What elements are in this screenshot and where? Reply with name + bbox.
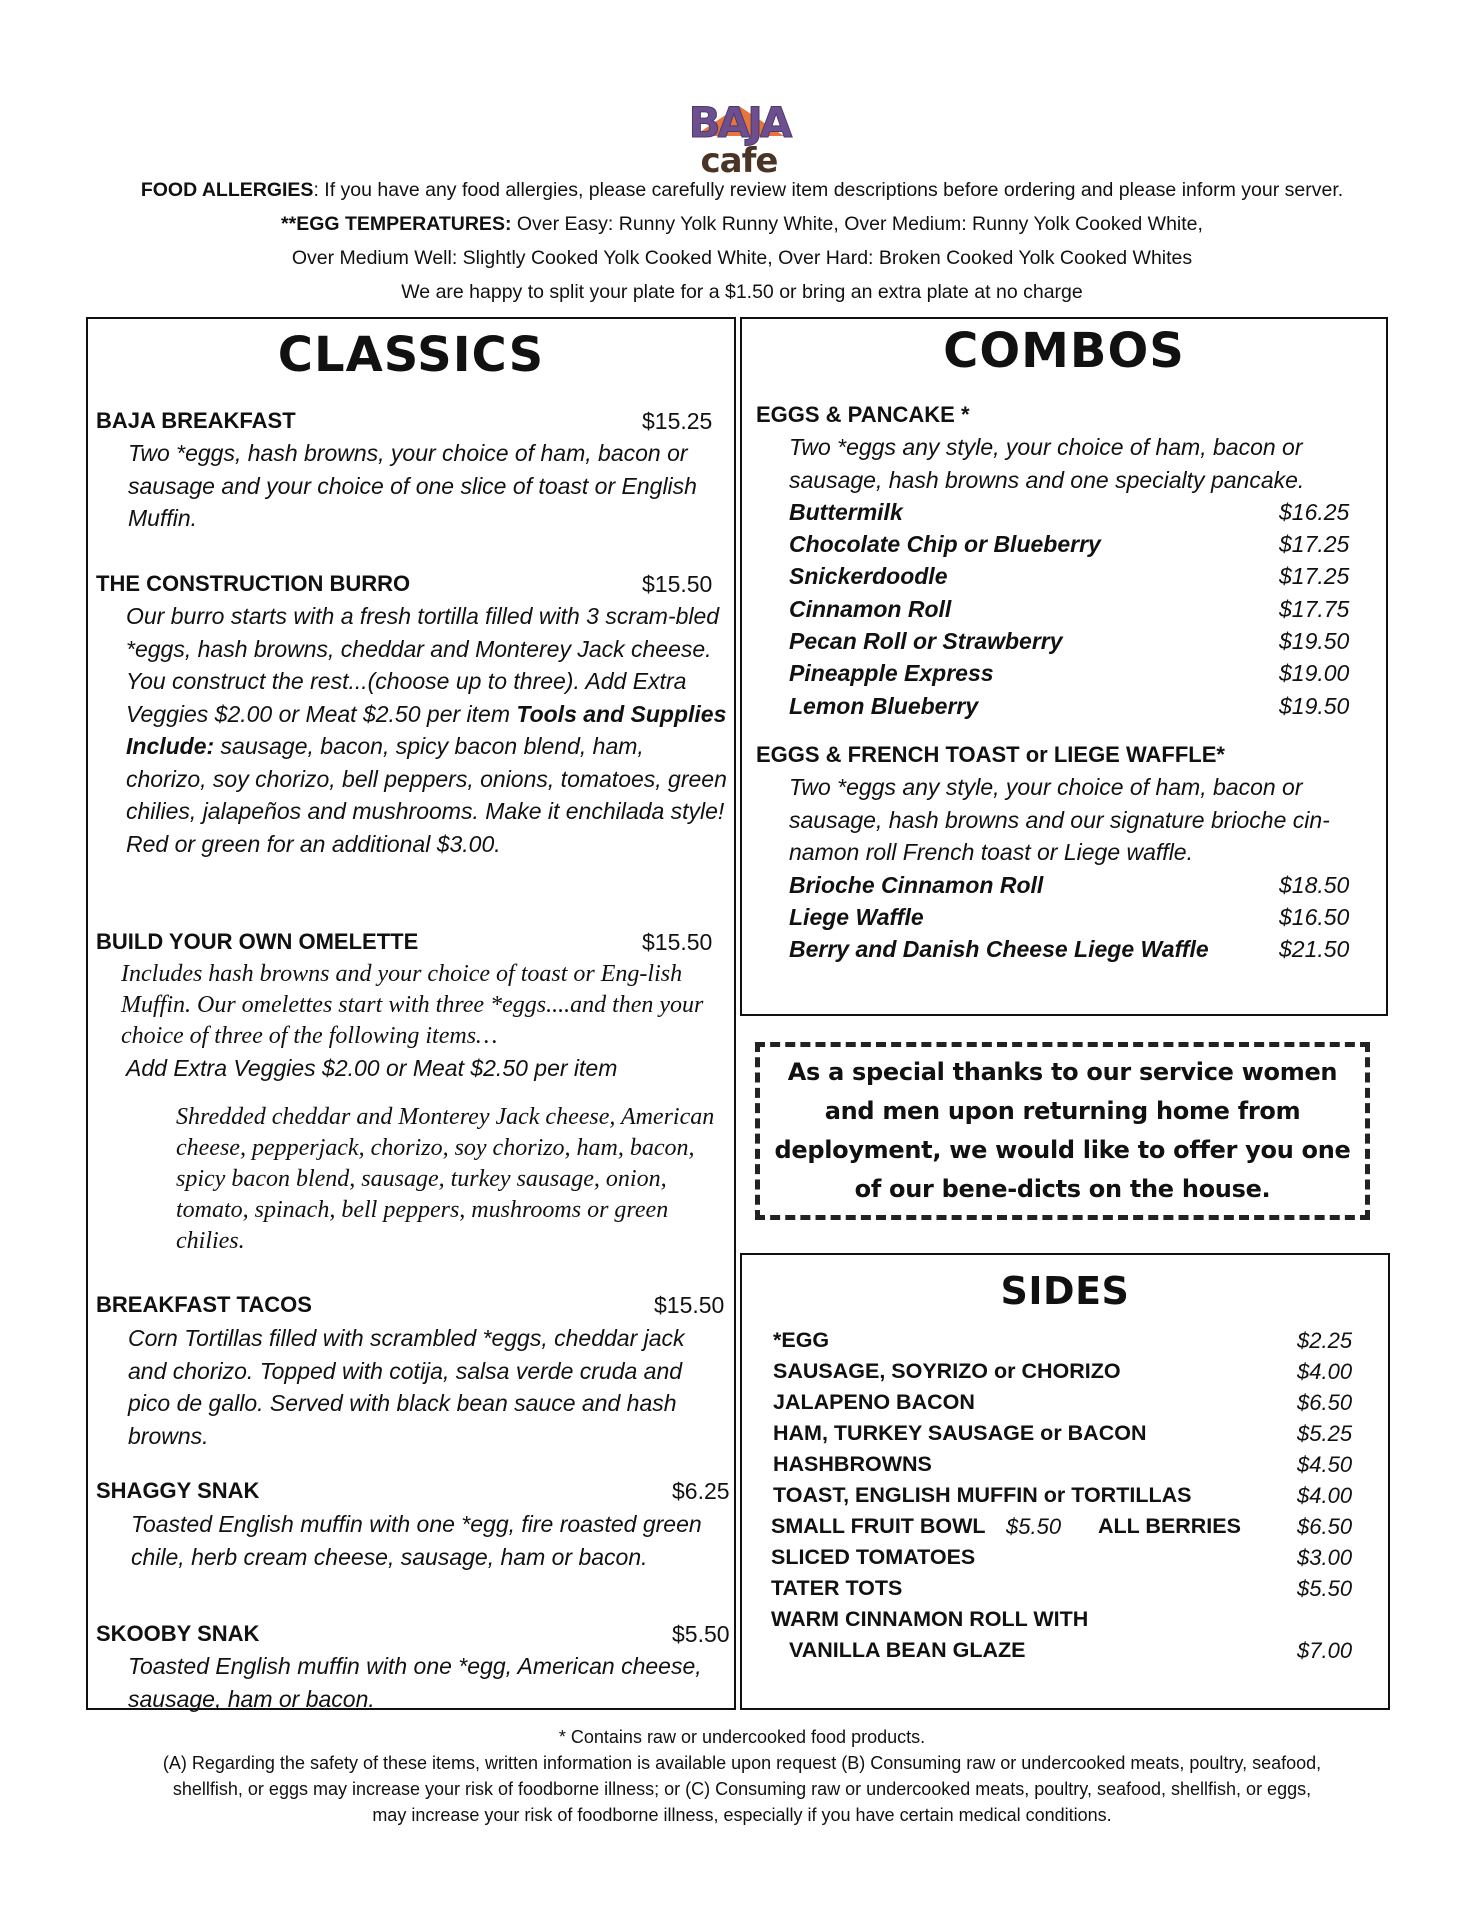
combo-name-eggs-pancake: EGGS & PANCAKE * bbox=[756, 402, 970, 427]
side-item-name: TATER TOTS bbox=[771, 1576, 903, 1600]
side-item-name: SAUSAGE, SOYRIZO or CHORIZO bbox=[773, 1359, 1121, 1383]
french-toast-option: Brioche Cinnamon Roll bbox=[789, 872, 1044, 898]
combo-name-eggs-french-toast: EGGS & FRENCH TOAST or LIEGE WAFFLE* bbox=[756, 742, 1225, 767]
item-name-build-omelette: BUILD YOUR OWN OMELETTE bbox=[96, 929, 419, 954]
service-members-promo bbox=[755, 1042, 1370, 1220]
logo-word-bottom: cafe bbox=[700, 141, 778, 178]
side-item-price: $5.50 bbox=[1297, 1576, 1353, 1601]
item-name-baja-breakfast: BAJA BREAKFAST bbox=[96, 408, 296, 433]
pancake-option-price: $19.00 bbox=[1279, 660, 1350, 686]
side-item-price: $4.00 bbox=[1297, 1359, 1353, 1384]
side-item-name: HASHBROWNS bbox=[773, 1452, 932, 1476]
side-item-name-line2: VANILLA BEAN GLAZE bbox=[789, 1638, 1026, 1662]
side-item-price: $6.50 bbox=[1297, 1390, 1353, 1415]
pancake-option: Cinnamon Roll bbox=[789, 596, 952, 622]
item-price-baja-breakfast: $15.25 bbox=[642, 408, 713, 434]
pancake-option: Buttermilk bbox=[789, 499, 903, 525]
pancake-option-price: $19.50 bbox=[1279, 693, 1350, 719]
construction-burro-desc-text: Our burro starts with a fresh tortilla filled with 3 scram-bled *eggs, hash browns, cheddar and Monterey Jack cheese. You construct the rest...(choose up to three). Add Extra Veggies $2.00 or Meat $2.50 per item bbox=[126, 603, 720, 727]
classics-panel bbox=[86, 317, 736, 1710]
french-toast-option-price: $16.50 bbox=[1279, 904, 1350, 930]
side-item-name: SMALL FRUIT BOWL bbox=[771, 1514, 986, 1538]
sides-panel bbox=[740, 1253, 1390, 1710]
french-toast-option-price: $21.50 bbox=[1279, 936, 1350, 962]
item-desc-baja-breakfast: Two *eggs, hash browns, your choice of ham, bacon or sausage and your choice of one slice of toast or English Muffin. bbox=[128, 440, 697, 531]
pancake-option-price: $17.25 bbox=[1279, 531, 1350, 557]
item-desc-shaggy-snak: Toasted English muffin with one *egg, fire roasted green chile, herb cream cheese, sausage, ham or bacon. bbox=[131, 1511, 702, 1570]
combo-desc-eggs-pancake: Two *eggs any style, your choice of ham, bacon or sausage, hash browns and one specialty pancake. bbox=[789, 434, 1305, 493]
disclaimer-line3: may increase your risk of foodborne illness, especially if you have certain medical conditions. bbox=[372, 1805, 1112, 1825]
pancake-option-price: $19.50 bbox=[1279, 628, 1350, 654]
egg-temperatures-note bbox=[0, 212, 1484, 236]
side-item-name: *EGG bbox=[773, 1328, 830, 1352]
item-desc-build-omelette: Includes hash browns and your choice of toast or Eng-lish Muffin. Our omelettes start with three *eggs....and then your choice of three of the following items… bbox=[121, 961, 704, 1049]
egg-temperatures-label: **EGG TEMPERATURES: bbox=[281, 213, 512, 235]
pancake-option-price: $16.25 bbox=[1279, 499, 1350, 525]
pancake-option: Snickerdoodle bbox=[789, 563, 948, 589]
side-item-name: HAM, TURKEY SAUSAGE or BACON bbox=[773, 1421, 1147, 1445]
item-name-shaggy-snak: SHAGGY SNAK bbox=[96, 1478, 260, 1503]
item-name-construction-burro: THE CONSTRUCTION BURRO bbox=[96, 571, 411, 596]
item-price-breakfast-tacos: $15.50 bbox=[654, 1292, 725, 1318]
combos-panel bbox=[740, 317, 1388, 1016]
side-item-price: $5.50 bbox=[1006, 1514, 1062, 1539]
item-name-breakfast-tacos: BREAKFAST TACOS bbox=[96, 1292, 312, 1317]
allergy-label: FOOD ALLERGIES bbox=[140, 179, 314, 201]
pancake-option: Pecan Roll or Strawberry bbox=[789, 628, 1063, 654]
item-price-skooby-snak: $5.50 bbox=[672, 1621, 730, 1647]
side-item-price: $7.00 bbox=[1297, 1638, 1353, 1663]
pancake-option: Chocolate Chip or Blueberry bbox=[789, 531, 1101, 557]
side-item-name: SLICED TOMATOES bbox=[771, 1545, 976, 1569]
french-toast-option: Liege Waffle bbox=[789, 904, 924, 930]
promo-text: As a special thanks to our service women and men upon returning home from deployment, we would like to offer you one of our bene-dicts on the house. bbox=[774, 1058, 1351, 1203]
item-desc-breakfast-tacos: Corn Tortillas filled with scrambled *eggs, cheddar jack and chorizo. Topped with cotija, salsa verde cruda and pico de gallo. Served with black bean sauce and hash browns. bbox=[128, 1325, 685, 1449]
combos-title: COMBOS bbox=[943, 323, 1185, 379]
side-item-price: $4.50 bbox=[1297, 1452, 1353, 1477]
pancake-option-price: $17.25 bbox=[1279, 563, 1350, 589]
egg-temperatures-line2: Over Medium Well: Slightly Cooked Yolk Cooked White, Over Hard: Broken Cooked Yolk Cooked Whites bbox=[291, 247, 1193, 269]
side-item-name: ALL BERRIES bbox=[1098, 1514, 1241, 1538]
egg-temperatures-line1: Over Easy: Runny Yolk Runny White, Over Medium: Runny Yolk Cooked White, bbox=[511, 213, 1203, 235]
side-item-price: $5.25 bbox=[1297, 1421, 1353, 1446]
french-toast-option: Berry and Danish Cheese Liege Waffle bbox=[789, 936, 1209, 962]
baja-cafe-logo bbox=[680, 92, 798, 178]
pancake-option: Lemon Blueberry bbox=[789, 693, 979, 719]
pancake-option-price: $17.75 bbox=[1279, 596, 1350, 622]
classics-title: CLASSICS bbox=[277, 327, 545, 383]
raw-food-note: * Contains raw or undercooked food products. bbox=[558, 1727, 926, 1747]
side-item-price: $2.25 bbox=[1297, 1328, 1353, 1353]
allergy-text: : If you have any food allergies, please carefully review item descriptions before ordering and please inform your server. bbox=[313, 179, 1344, 201]
side-item-price: $3.00 bbox=[1297, 1545, 1353, 1570]
side-item-name: TOAST, ENGLISH MUFFIN or TORTILLAS bbox=[773, 1483, 1192, 1507]
item-desc-skooby-snak: Toasted English muffin with one *egg, American cheese, sausage, ham or bacon. bbox=[128, 1653, 702, 1712]
item-name-skooby-snak: SKOOBY SNAK bbox=[96, 1621, 260, 1646]
split-plate-note: We are happy to split your plate for a $1.50 or bring an extra plate at no charge bbox=[401, 281, 1083, 303]
pancake-option: Pineapple Express bbox=[789, 660, 994, 686]
item-price-construction-burro: $15.50 bbox=[642, 571, 713, 597]
side-item-price: $4.00 bbox=[1297, 1483, 1353, 1508]
omelette-extra-pricing: Add Extra Veggies $2.00 or Meat $2.50 per item bbox=[126, 1055, 618, 1081]
item-price-shaggy-snak: $6.25 bbox=[672, 1478, 730, 1504]
allergy-note bbox=[0, 178, 1484, 202]
side-item-name: JALAPENO BACON bbox=[773, 1390, 975, 1414]
tools-supplies-text: sausage, bacon, spicy bacon blend, ham, chorizo, soy chorizo, bell peppers, onions, tomatoes, green chilies, jalapeños and mushrooms. Make it enchilada style! Red or green for an additional $3.00. bbox=[126, 733, 727, 857]
side-item-name: WARM CINNAMON ROLL WITH bbox=[771, 1607, 1089, 1631]
item-price-build-omelette: $15.50 bbox=[642, 929, 713, 955]
disclaimer-line2: shellfish, or eggs may increase your risk of foodborne illness; or (C) Consuming raw or undercooked meats, poultry, seafood, shellfish, or eggs, bbox=[172, 1779, 1312, 1799]
logo-word-top: BAJA bbox=[688, 98, 790, 147]
sides-title: SIDES bbox=[1000, 1269, 1130, 1313]
item-desc-construction-burro bbox=[126, 600, 730, 860]
combo-desc-eggs-french-toast: Two *eggs any style, your choice of ham, bacon or sausage, hash browns and our signature brioche cin-namon roll French toast or Liege waffle. bbox=[789, 774, 1330, 865]
omelette-options-list: Shredded cheddar and Monterey Jack cheese, American cheese, pepperjack, chorizo, soy chorizo, ham, bacon, spicy bacon blend, sausage, turkey sausage, onion, tomato, spinach, bell peppers, mushrooms or green chilies. bbox=[176, 1104, 715, 1254]
side-item-price: $6.50 bbox=[1297, 1514, 1353, 1539]
disclaimer-line1: (A) Regarding the safety of these items, written information is available upon request (B) Consuming raw or undercooked meats, poultry, seafood, bbox=[162, 1753, 1322, 1773]
tools-supplies-label: Tools and Supplies Include: bbox=[126, 700, 727, 759]
french-toast-option-price: $18.50 bbox=[1279, 872, 1350, 898]
